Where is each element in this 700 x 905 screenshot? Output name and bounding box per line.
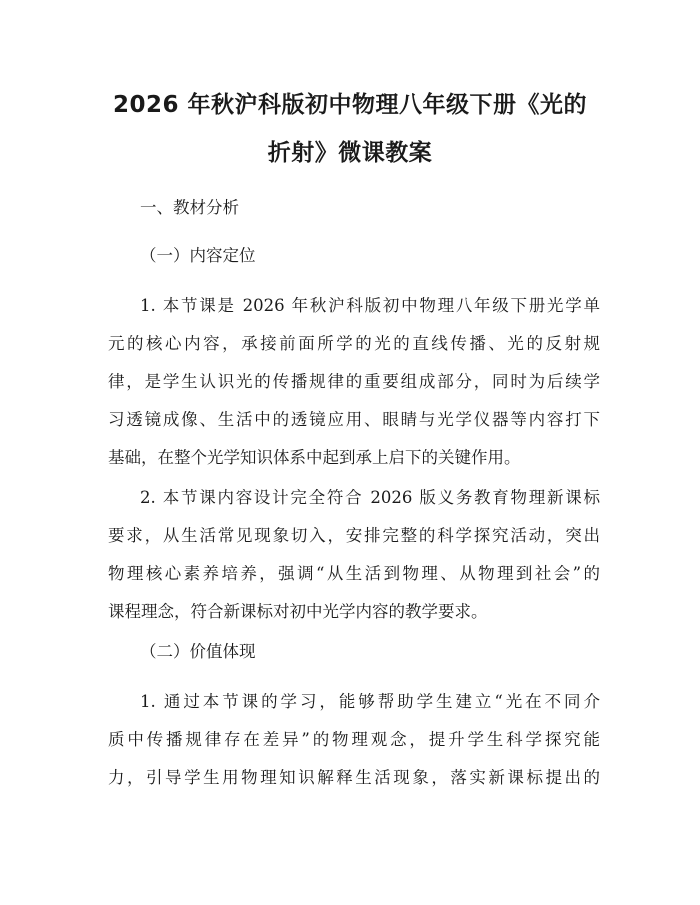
section-heading-textbook-analysis: 一、教材分析	[140, 198, 239, 217]
paragraph-1-line: 律，是学生认识光的传播规律的重要组成部分，同时为后续学	[108, 372, 600, 391]
paragraph-3-line: 力，引导学生用物理知识解释生活现象，落实新课标提出的	[108, 768, 600, 787]
paragraph-1-line: 1. 本节课是 2026 年秋沪科版初中物理八年级下册光学单	[140, 296, 600, 315]
document-title-line-2: 折射》微课教案	[267, 140, 433, 166]
paragraph-2-line: 2. 本节课内容设计完全符合 2026 版义务教育物理新课标	[140, 488, 600, 507]
paragraph-2-line: 课程理念，符合新课标对初中光学内容的教学要求。	[108, 602, 488, 621]
paragraph-1-line: 元的核心内容，承接前面所学的光的直线传播、光的反射规	[108, 334, 600, 353]
subsection-heading-value: （二）价值体现	[140, 642, 256, 661]
paragraph-3-line: 质中传播规律存在差异”的物理观念，提升学生科学探究能	[108, 730, 600, 749]
paragraph-1-line: 习透镜成像、生活中的透镜应用、眼睛与光学仪器等内容打下	[108, 410, 600, 429]
paragraph-1-line: 基础，在整个光学知识体系中起到承上启下的关键作用。	[108, 448, 521, 467]
paragraph-3-line: 1. 通过本节课的学习，能够帮助学生建立“光在不同介	[140, 692, 600, 711]
document-title-line-1: 2026 年秋沪科版初中物理八年级下册《光的	[112, 92, 588, 118]
subsection-heading-content-positioning: （一）内容定位	[140, 246, 256, 265]
paragraph-2-line: 要求，从生活常见现象切入，安排完整的科学探究活动，突出	[108, 526, 600, 545]
paragraph-2-line: 物理核心素养培养，强调“从生活到物理、从物理到社会”的	[108, 564, 600, 583]
